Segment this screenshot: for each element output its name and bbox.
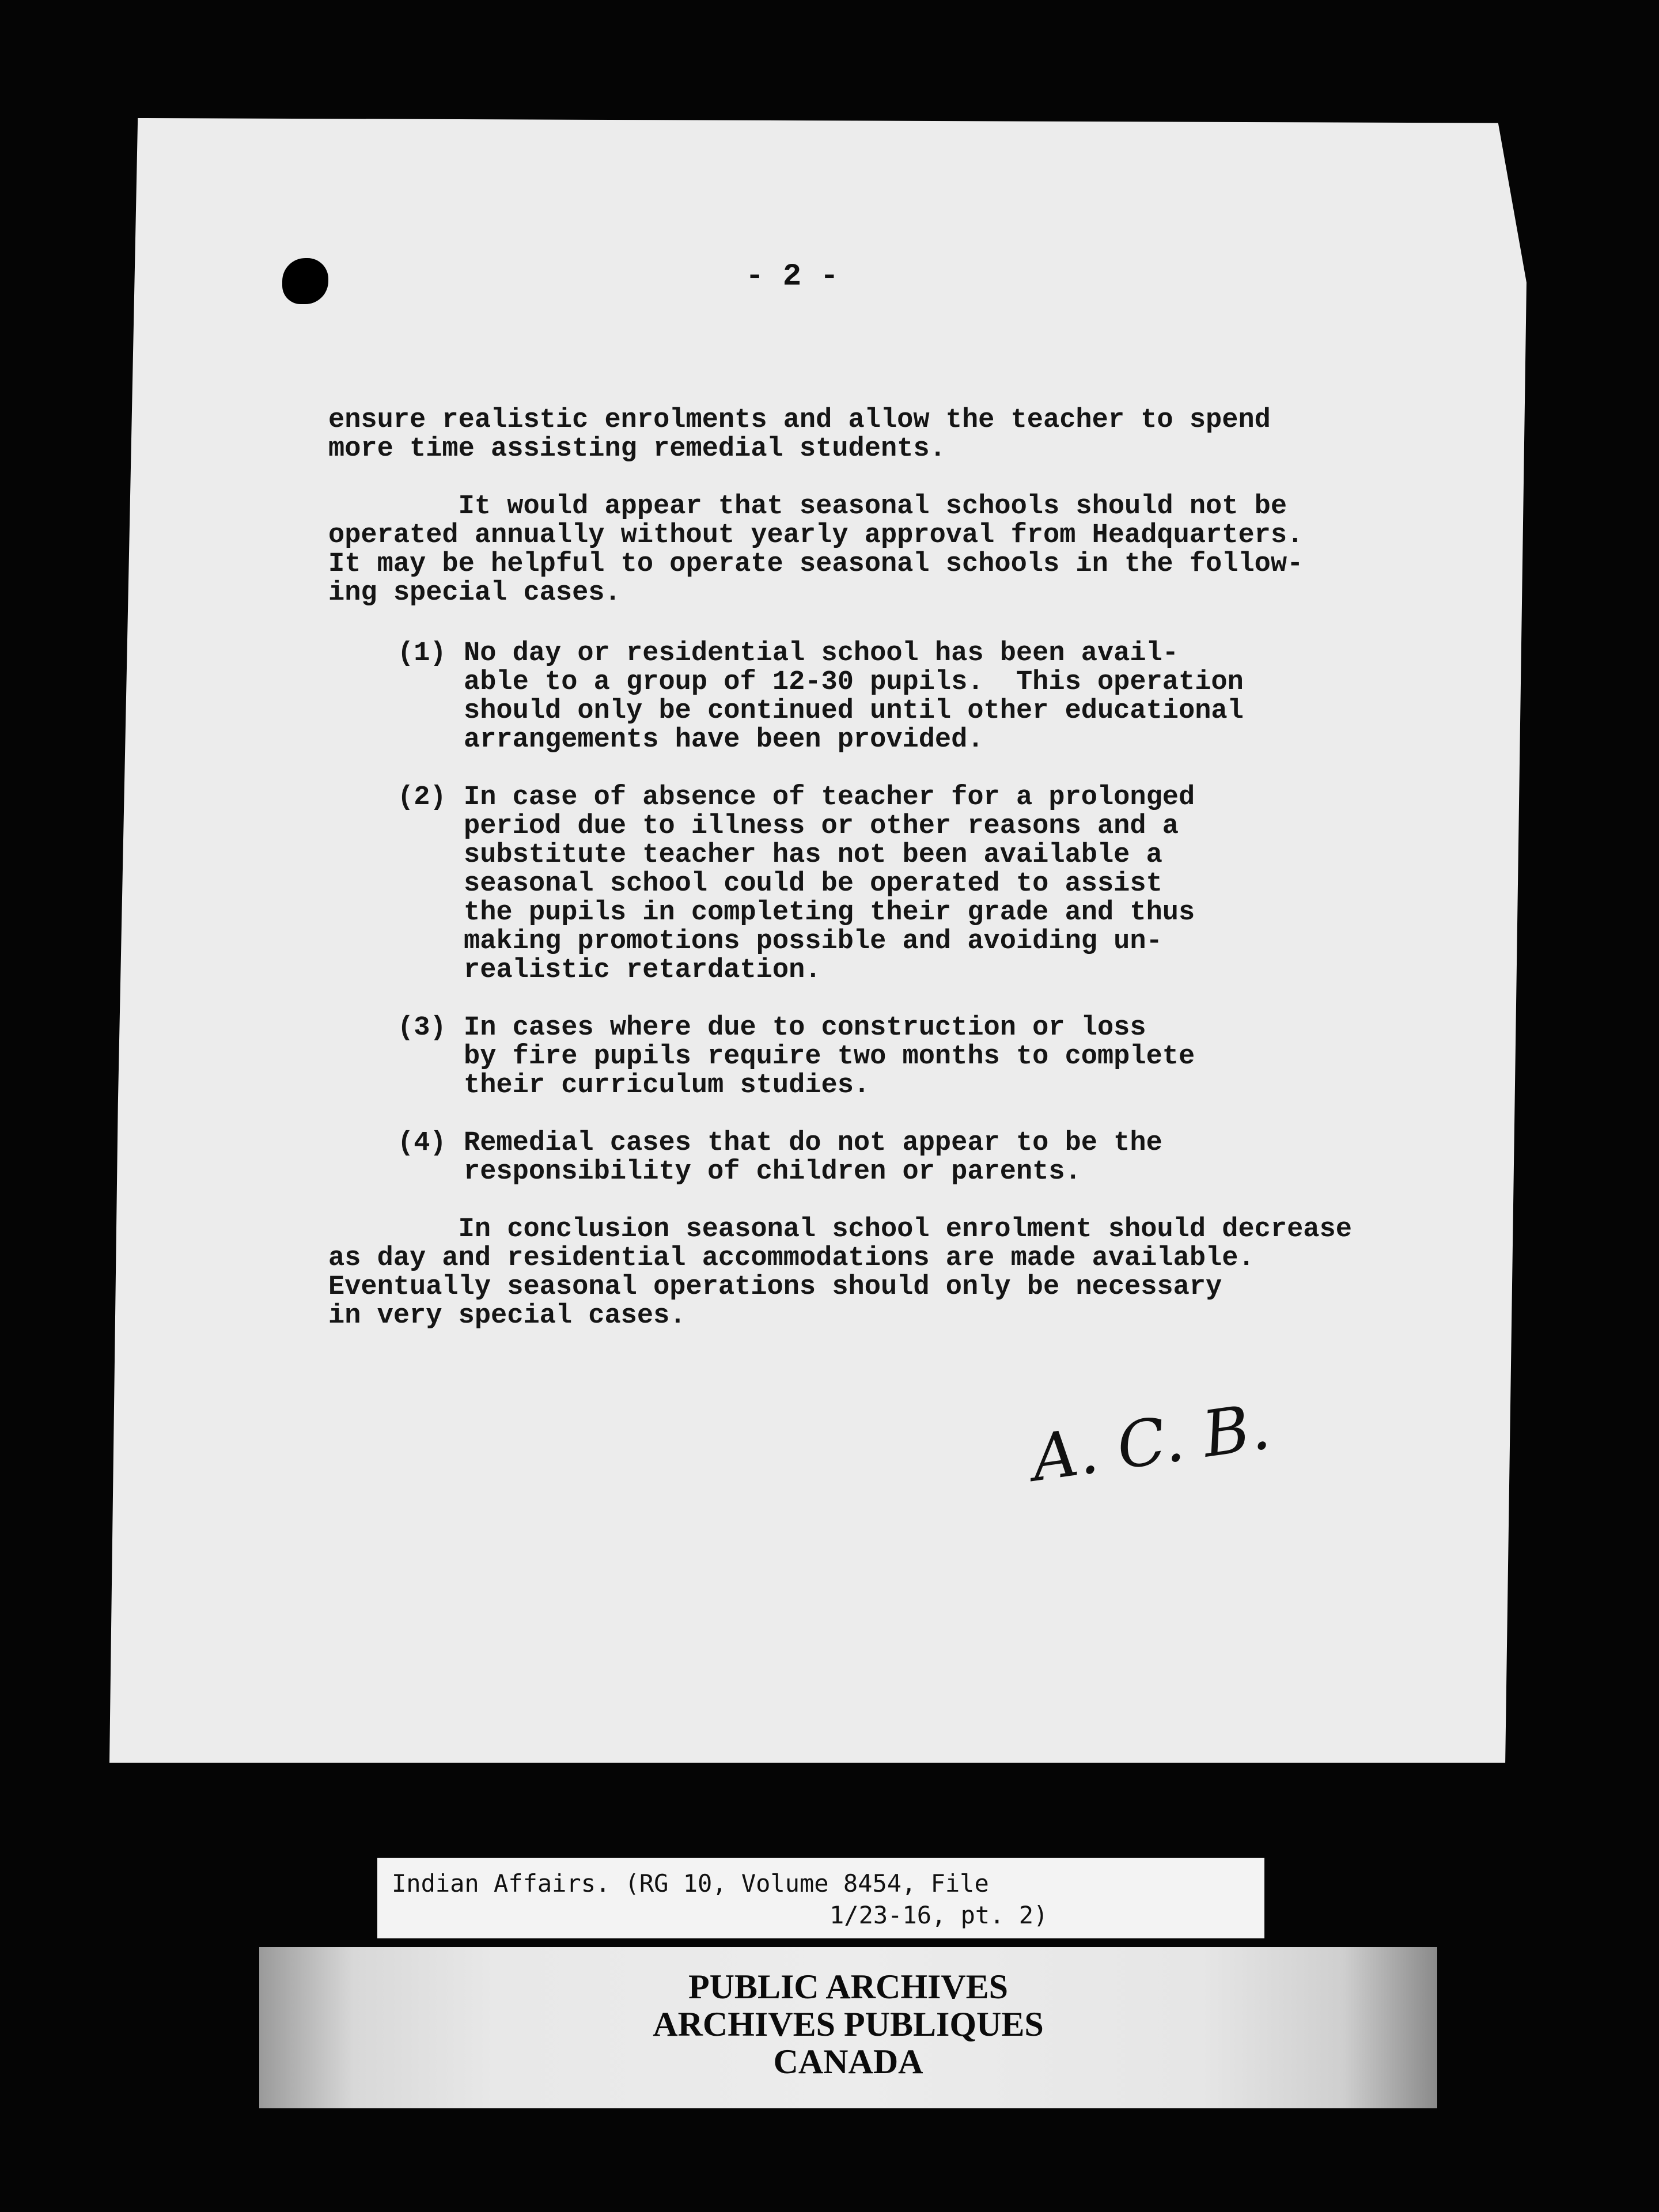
source-label [377, 1858, 1264, 1938]
archive-stamp [259, 1947, 1437, 2108]
paragraph-conclusion: In conclusion seasonal school enrolment should decrease as day and residential accommodations are made available. Eventually seasonal operations should only be necessary in very special cases. [328, 1214, 1352, 1331]
source-label-line-1: Indian Affairs. (RG 10, Volume 8454, File [392, 1869, 989, 1897]
case-4-number: (4) [397, 1128, 446, 1158]
case-3-number: (3) [397, 1013, 446, 1043]
case-2-number: (2) [397, 782, 446, 813]
punch-hole [282, 258, 328, 304]
handwritten-signature: A. C. B. [1027, 1389, 1275, 1496]
archive-stamp-line-2: ARCHIVES PUBLIQUES [653, 2005, 1044, 2043]
case-3-text: In cases where due to construction or loss by fire pupils require two months to complete their curriculum studies. [464, 1013, 1195, 1101]
archive-stamp-line-1: PUBLIC ARCHIVES [688, 1968, 1009, 2006]
paragraph-seasonal-schools: It would appear that seasonal schools should not be operated annually without yearly approval from Headquarters. It may be helpful to operate seasonal schools in the follow- ing special cases. [328, 491, 1304, 608]
archive-stamp-line-3: CANADA [773, 2043, 923, 2081]
paragraph-intro: ensure realistic enrolments and allow the teacher to spend more time assisting remedial students. [328, 405, 1271, 464]
case-1-text: No day or residential school has been avail- able to a group of 12-30 pupils. This operation should only be continued until other educational arrangements have been provided. [464, 638, 1244, 755]
case-2-text: In case of absence of teacher for a prolonged period due to illness or other reasons and a substitute teacher has not been available a seasonal school could be operated to assist the pupils in completing their grade and thus making promotions possible and avoiding un- realistic retardation. [464, 782, 1195, 986]
source-label-line-2: 1/23-16, pt. 2) [830, 1901, 1048, 1929]
case-1-number: (1) [397, 638, 446, 669]
page-number: - 2 - [745, 259, 839, 294]
case-4-text: Remedial cases that do not appear to be the responsibility of children or parents. [464, 1128, 1162, 1187]
